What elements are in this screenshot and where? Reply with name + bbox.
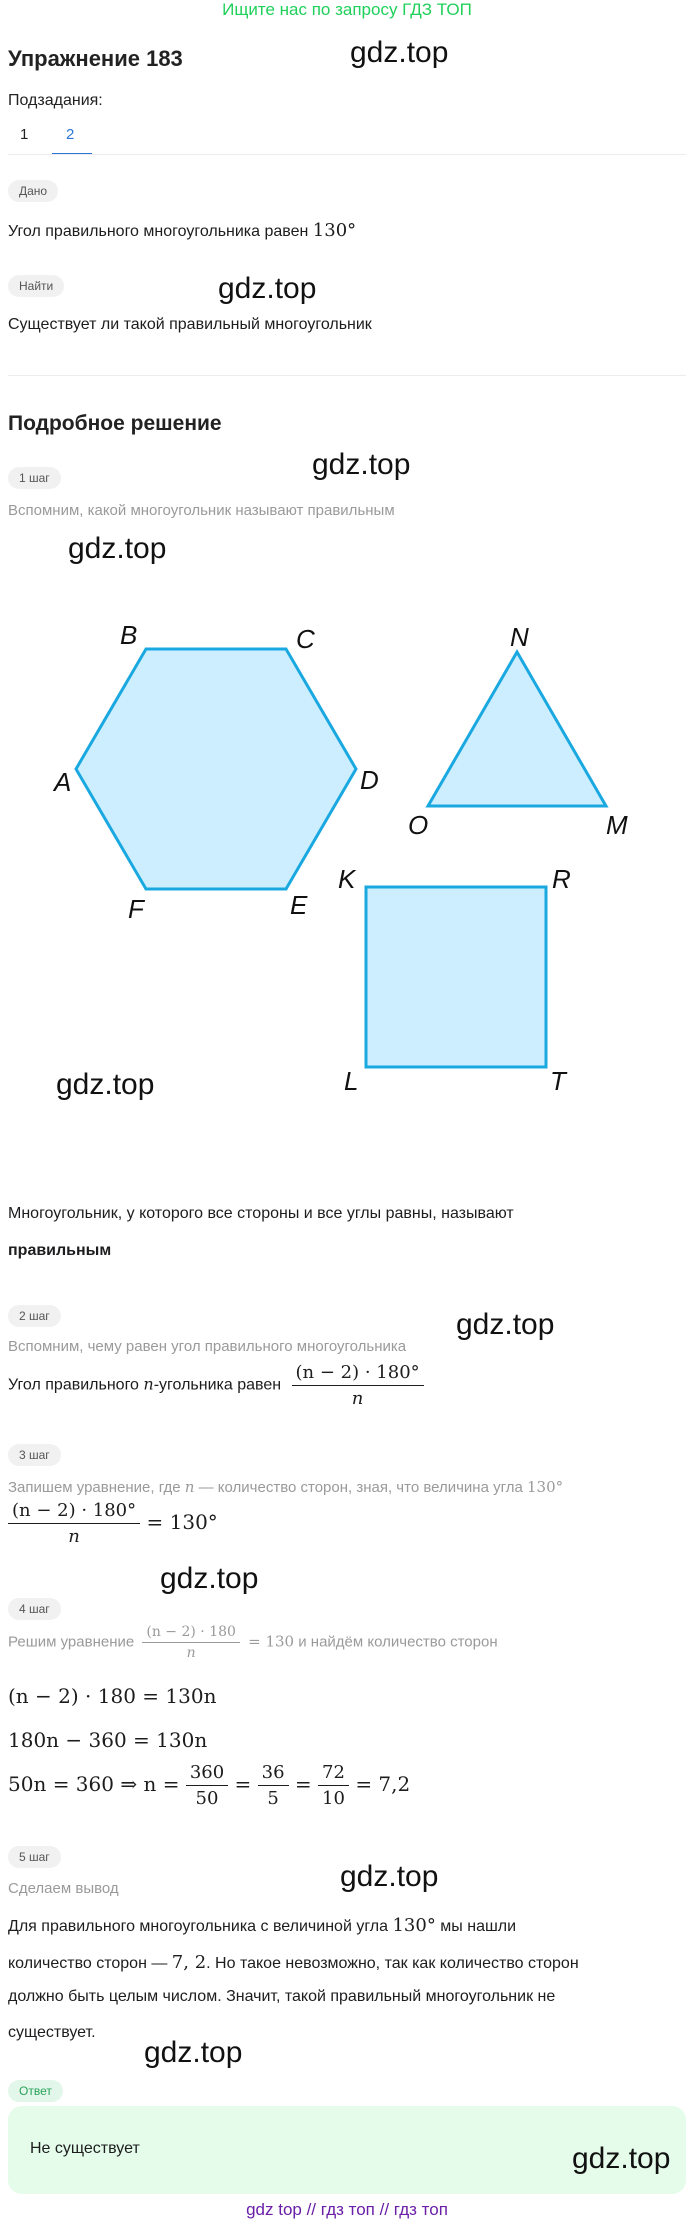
watermark: gdz.top — [218, 272, 317, 305]
answer-chip: Ответ — [8, 2080, 63, 2102]
square — [366, 887, 546, 1067]
step4-chip: 4 шаг — [8, 1598, 61, 1620]
vertex-label-a: A — [54, 767, 72, 797]
step5-line-4: существует. — [8, 2024, 96, 2041]
step5-line-3: должно быть целым числом. Значит, такой правильный многоугольник не — [8, 1988, 556, 2005]
watermark: gdz.top — [312, 448, 411, 481]
watermark: gdz.top — [144, 2036, 243, 2069]
step5-line-2: количество сторон — 7, 2. Но такое невозможно, так как количество сторон — [8, 1952, 579, 1973]
triangle — [428, 652, 606, 806]
subtasks-label: Подзадания: — [8, 92, 103, 109]
find-text: Существует ли такой правильный многоугольник — [8, 316, 372, 333]
divider — [8, 375, 686, 376]
step1-hint: Вспомним, какой многоугольник называют правильным — [8, 502, 395, 519]
step4-equation-1: (n − 2) · 180 = 130n — [8, 1684, 217, 1708]
watermark: gdz.top — [572, 2142, 671, 2175]
step3-hint: Запишем уравнение, где n — количество сторон, зная, что величина угла 130° — [8, 1478, 564, 1496]
vertex-label-k: K — [338, 864, 356, 894]
watermark: gdz.top — [456, 1308, 555, 1341]
step2-hint: Вспомним, чему равен угол правильного многоугольника — [8, 1338, 407, 1355]
solution-heading: Подробное решение — [8, 412, 222, 435]
vertex-label-r: R — [552, 864, 571, 894]
answer-text: Не существует — [30, 2140, 140, 2157]
step4-equation-3: 50n = 360 ⇒ n = $\frac{360}{50}$ = $\frac{36}{5}$ = $\frac{72}{10}$ = 7,2 — [8, 1762, 411, 1809]
vertex-label-d: D — [360, 765, 379, 795]
watermark: gdz.top — [350, 36, 449, 69]
given-text: Угол правильного многоугольника равен 130° — [8, 220, 357, 241]
watermark: gdz.top — [68, 532, 167, 565]
step1-text: Многоугольник, у которого все стороны и все углы равны, называют — [8, 1205, 514, 1222]
divider — [8, 154, 686, 155]
tab-subtask-1[interactable]: 1 — [20, 126, 29, 143]
polygons-figure — [0, 600, 694, 1100]
vertex-label-c: C — [296, 624, 315, 654]
watermark: gdz.top — [160, 1562, 259, 1595]
footer-links: gdz top // гдз топ // гдз топ — [246, 2200, 448, 2219]
step4-hint: Решим уравнение $\frac{(n - 2) \cdot 180}{n}$ = 130 и найдём количество сторон — [8, 1624, 498, 1661]
vertex-label-t: T — [550, 1066, 566, 1096]
step5-hint: Сделаем вывод — [8, 1880, 119, 1897]
vertex-label-f: F — [128, 894, 144, 924]
watermark: gdz.top — [340, 1860, 439, 1893]
step1-bold-text: правильным — [8, 1242, 112, 1259]
step4-equation-2: 180n − 360 = 130n — [8, 1728, 208, 1752]
vertex-label-m: M — [606, 810, 628, 840]
step5-line-1: Для правильного многоугольника с величиной угла 130° мы нашли — [8, 1915, 517, 1936]
step1-chip: 1 шаг — [8, 467, 61, 489]
tab-subtask-2[interactable]: 2 — [66, 126, 75, 143]
step5-chip: 5 шаг — [8, 1846, 61, 1868]
hexagon — [76, 649, 356, 889]
step3-chip: 3 шаг — [8, 1444, 61, 1466]
vertex-label-l: L — [344, 1066, 359, 1096]
given-chip: Дано — [8, 180, 58, 202]
vertex-label-e: E — [290, 890, 308, 920]
find-chip: Найти — [8, 275, 64, 297]
page-title: Упражнение 183 — [8, 46, 183, 71]
vertex-label-o: O — [408, 810, 429, 840]
step2-formula: Угол правильного n-угольника равен $\frac{(n - 2) \cdot 180^\circ}{n}$ — [8, 1362, 424, 1409]
step3-equation: $\frac{(n - 2) \cdot 180^\circ}{n}$ = 130° — [8, 1500, 218, 1547]
vertex-label-n: N — [510, 622, 529, 652]
step2-chip: 2 шаг — [8, 1305, 61, 1327]
search-banner: Ищите нас по запросу ГДЗ ТОП — [222, 0, 472, 19]
vertex-label-b: B — [120, 620, 138, 650]
watermark: gdz.top — [56, 1068, 155, 1101]
